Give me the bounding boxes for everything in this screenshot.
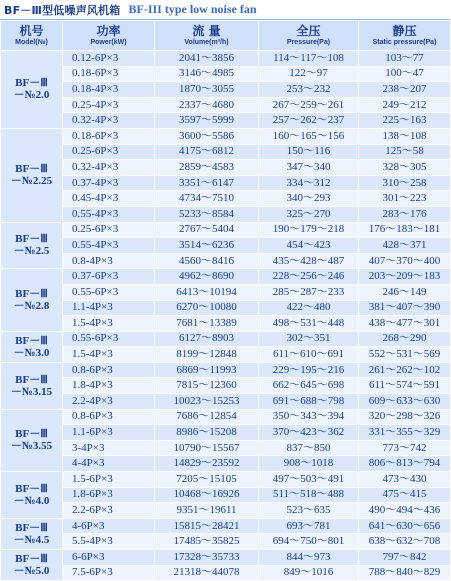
volume-cell: 17485～35825 xyxy=(155,534,259,550)
power-cell: 2.2-4P×3 xyxy=(63,394,155,410)
table-row xyxy=(1,222,451,238)
power-cell: 0.37-4P×3 xyxy=(63,175,155,191)
power-cell: 0.55-6P×3 xyxy=(63,331,155,347)
power-cell: 0.55-6P×3 xyxy=(63,284,155,300)
pressure-cell: 114～117～108 xyxy=(259,51,359,67)
static-pressure-cell: 552～531～569 xyxy=(359,347,451,363)
static-pressure-cell: 438～477～301 xyxy=(359,316,451,332)
model-cell xyxy=(1,472,63,519)
table-row xyxy=(1,300,451,316)
volume-cell: 7815～12360 xyxy=(155,378,259,394)
table-row xyxy=(1,253,451,269)
table-row xyxy=(1,175,451,191)
title-english: BF-III type low noise fan xyxy=(128,2,257,16)
pressure-cell: 498～531～448 xyxy=(259,316,359,332)
static-pressure-cell: 138～108 xyxy=(359,128,451,144)
static-pressure-cell: 225～163 xyxy=(359,113,451,129)
title-chinese: BF－Ⅲ型低噪声风机箱 xyxy=(4,3,121,17)
header-model-label: 机号 xyxy=(19,23,44,38)
pressure-cell: 662～645～698 xyxy=(259,378,359,394)
volume-cell: 17328～35733 xyxy=(155,550,259,566)
static-pressure-cell: 806～813～794 xyxy=(359,456,451,472)
volume-cell: 4734～7510 xyxy=(155,191,259,207)
static-pressure-cell: 283～176 xyxy=(359,206,451,222)
table-row xyxy=(1,144,451,160)
header-volume xyxy=(155,21,259,51)
volume-cell: 8199～12848 xyxy=(155,347,259,363)
model-cell xyxy=(1,269,63,331)
header-power-sub: Power(kW) xyxy=(90,38,127,46)
table-row xyxy=(1,550,451,566)
table-row xyxy=(1,206,451,222)
volume-cell: 2859～4583 xyxy=(155,160,259,176)
static-pressure-cell: 381～407～390 xyxy=(359,300,451,316)
table-row xyxy=(1,534,451,550)
table-row xyxy=(1,113,451,129)
static-pressure-cell: 797～842 xyxy=(359,550,451,566)
power-cell: 3-4P×3 xyxy=(63,440,155,456)
model-cell xyxy=(1,51,63,129)
volume-cell: 10023～15253 xyxy=(155,394,259,410)
model-cell xyxy=(1,409,63,471)
power-cell: 2.2-6P×3 xyxy=(63,503,155,519)
volume-cell: 5233～8584 xyxy=(155,206,259,222)
pressure-cell: 228～256～246 xyxy=(259,269,359,285)
model-series: BF－Ⅲ xyxy=(15,77,48,90)
volume-cell: 6127～8903 xyxy=(155,331,259,347)
power-cell: 0.32-4P×3 xyxy=(63,160,155,176)
power-cell: 0.25-6P×3 xyxy=(63,144,155,160)
power-cell: 1.8-6P×3 xyxy=(63,487,155,503)
table-row xyxy=(1,160,451,176)
power-cell: 0.12-6P×3 xyxy=(63,51,155,67)
table-row xyxy=(1,487,451,503)
header-power xyxy=(63,21,155,51)
volume-cell: 9351～19611 xyxy=(155,503,259,519)
power-cell: 1.8-4P×3 xyxy=(63,378,155,394)
table-header xyxy=(1,21,451,51)
static-pressure-cell: 320～298～326 xyxy=(359,409,451,425)
table-row xyxy=(1,97,451,113)
header-static-pressure xyxy=(359,21,451,51)
header-pressure-sub: Pressure(Pa) xyxy=(286,38,331,46)
power-cell: 0.55-4P×3 xyxy=(63,206,155,222)
model-number: －№3.15 xyxy=(10,385,53,398)
pressure-cell: 611～610～691 xyxy=(259,347,359,363)
pressure-cell: 253～232 xyxy=(259,82,359,98)
table-row xyxy=(1,518,451,534)
static-pressure-cell: 246～149 xyxy=(359,284,451,300)
table-row xyxy=(1,316,451,332)
pressure-cell: 511～518～488 xyxy=(259,487,359,503)
table-row xyxy=(1,347,451,363)
table-row xyxy=(1,191,451,207)
table-row xyxy=(1,378,451,394)
pressure-cell: 435～428～487 xyxy=(259,253,359,269)
header-static-pressure-label: 静压 xyxy=(392,23,417,38)
static-pressure-cell: 261～262～102 xyxy=(359,362,451,378)
static-pressure-cell: 788～840～829 xyxy=(359,565,451,581)
static-pressure-cell: 473～430 xyxy=(359,472,451,488)
model-cell xyxy=(1,550,63,581)
static-pressure-cell: 310～258 xyxy=(359,175,451,191)
table-row xyxy=(1,269,451,285)
pressure-cell: 334～312 xyxy=(259,175,359,191)
pressure-cell: 422～480 xyxy=(259,300,359,316)
pressure-cell: 122～97 xyxy=(259,66,359,82)
static-pressure-cell: 490～494～436 xyxy=(359,503,451,519)
volume-cell: 3600～5586 xyxy=(155,128,259,144)
volume-cell: 10790～15567 xyxy=(155,440,259,456)
power-cell: 4-4P×3 xyxy=(63,456,155,472)
model-series: BF－Ⅲ xyxy=(15,233,48,246)
pressure-cell: 694～750～801 xyxy=(259,534,359,550)
static-pressure-cell: 249～212 xyxy=(359,97,451,113)
model-cell xyxy=(1,331,63,362)
header-pressure xyxy=(259,21,359,51)
table-row xyxy=(1,331,451,347)
pressure-cell: 229～195～216 xyxy=(259,362,359,378)
model-number: －№3.55 xyxy=(10,440,53,453)
volume-cell: 10468～16926 xyxy=(155,487,259,503)
pressure-cell: 150～116 xyxy=(259,144,359,160)
volume-cell: 6270～10080 xyxy=(155,300,259,316)
pressure-cell: 523～635 xyxy=(259,503,359,519)
table-row xyxy=(1,503,451,519)
power-cell: 5.5-4P×3 xyxy=(63,534,155,550)
volume-cell: 14829～23592 xyxy=(155,456,259,472)
model-series: BF－Ⅲ xyxy=(15,288,48,300)
pressure-cell: 302～351 xyxy=(259,331,359,347)
static-pressure-cell: 428～371 xyxy=(359,238,451,254)
power-cell: 0.45-4P×3 xyxy=(63,191,155,207)
spec-table xyxy=(0,20,451,581)
table-row xyxy=(1,51,451,67)
table-row xyxy=(1,409,451,425)
pressure-cell: 849～1016 xyxy=(259,565,359,581)
power-cell: 0.8-4P×3 xyxy=(63,253,155,269)
table-row xyxy=(1,66,451,82)
power-cell: 1.1-6P×3 xyxy=(63,425,155,441)
header-volume-label: 流 量 xyxy=(192,23,221,38)
static-pressure-cell: 238～207 xyxy=(359,82,451,98)
title-bar xyxy=(0,0,450,20)
model-number: －№2.8 xyxy=(13,300,50,312)
model-series: BF－Ⅲ xyxy=(15,373,48,386)
model-series: BF－Ⅲ xyxy=(15,163,48,176)
power-cell: 0.18-6P×3 xyxy=(63,66,155,82)
power-cell: 1.1-4P×3 xyxy=(63,300,155,316)
table-row xyxy=(1,425,451,441)
model-number: －№3.0 xyxy=(13,346,50,359)
volume-cell: 15815～28421 xyxy=(155,518,259,534)
static-pressure-cell: 331～355～329 xyxy=(359,425,451,441)
model-number: －№4.5 xyxy=(13,533,50,546)
pressure-cell: 908～1018 xyxy=(259,456,359,472)
power-cell: 0.37-6P×3 xyxy=(63,269,155,285)
static-pressure-cell: 773～742 xyxy=(359,440,451,456)
pressure-cell: 257～262～237 xyxy=(259,113,359,129)
table-row xyxy=(1,440,451,456)
volume-cell: 3146～4985 xyxy=(155,66,259,82)
volume-cell: 6869～11993 xyxy=(155,362,259,378)
volume-cell: 4175～6812 xyxy=(155,144,259,160)
model-series: BF－Ⅲ xyxy=(15,428,48,441)
pressure-cell: 347～340 xyxy=(259,160,359,176)
table-row xyxy=(1,362,451,378)
power-cell: 0.18-6P×3 xyxy=(63,128,155,144)
header-pressure-label: 全压 xyxy=(296,23,321,38)
static-pressure-cell: 176～183～181 xyxy=(359,222,451,238)
pressure-cell: 350～343～394 xyxy=(259,409,359,425)
volume-cell: 3597～5999 xyxy=(155,113,259,129)
volume-cell: 7681～13389 xyxy=(155,316,259,332)
table-row xyxy=(1,565,451,581)
volume-cell: 4962～8690 xyxy=(155,269,259,285)
static-pressure-cell: 475～415 xyxy=(359,487,451,503)
table-row xyxy=(1,82,451,98)
pressure-cell: 370～423～362 xyxy=(259,425,359,441)
power-cell: 0.25-4P×3 xyxy=(63,97,155,113)
volume-cell: 7205～15105 xyxy=(155,472,259,488)
volume-cell: 21318～44078 xyxy=(155,565,259,581)
volume-cell: 6413～10194 xyxy=(155,284,259,300)
pressure-cell: 837～850 xyxy=(259,440,359,456)
model-series: BF－Ⅲ xyxy=(15,334,48,347)
model-series: BF－Ⅲ xyxy=(15,482,48,495)
volume-cell: 8986～15208 xyxy=(155,425,259,441)
power-cell: 0.8-6P×3 xyxy=(63,409,155,425)
static-pressure-cell: 638～632～708 xyxy=(359,534,451,550)
model-cell xyxy=(1,128,63,222)
model-number: －№4.0 xyxy=(13,494,50,507)
pressure-cell: 340～293 xyxy=(259,191,359,207)
power-cell: 0.25-6P×3 xyxy=(63,222,155,238)
pressure-cell: 190～179～218 xyxy=(259,222,359,238)
pressure-cell: 454～423 xyxy=(259,238,359,254)
power-cell: 4-6P×3 xyxy=(63,518,155,534)
power-cell: 1.5-4P×3 xyxy=(63,347,155,363)
static-pressure-cell: 407～370～400 xyxy=(359,253,451,269)
model-cell xyxy=(1,222,63,269)
static-pressure-cell: 268～290 xyxy=(359,331,451,347)
power-cell: 1.5-6P×3 xyxy=(63,472,155,488)
pressure-cell: 693～781 xyxy=(259,518,359,534)
model-number: －№2.0 xyxy=(13,89,50,102)
volume-cell: 7686～12854 xyxy=(155,409,259,425)
power-cell: 7.5-6P×3 xyxy=(63,565,155,581)
static-pressure-cell: 103～77 xyxy=(359,51,451,67)
power-cell: 1.5-4P×3 xyxy=(63,316,155,332)
volume-cell: 2767～5404 xyxy=(155,222,259,238)
power-cell: 0.32-4P×3 xyxy=(63,113,155,129)
power-cell: 6-6P×3 xyxy=(63,550,155,566)
table-row xyxy=(1,456,451,472)
table-row xyxy=(1,128,451,144)
volume-cell: 1870～3055 xyxy=(155,82,259,98)
header-static-pressure-sub: Static pressure(Pa) xyxy=(372,38,437,46)
volume-cell: 2041～3856 xyxy=(155,51,259,67)
volume-cell: 4560～8416 xyxy=(155,253,259,269)
pressure-cell: 267～259～261 xyxy=(259,97,359,113)
table-row xyxy=(1,238,451,254)
table-row xyxy=(1,394,451,410)
static-pressure-cell: 611～574～591 xyxy=(359,378,451,394)
volume-cell: 3351～6147 xyxy=(155,175,259,191)
model-series: BF－Ⅲ xyxy=(15,521,48,534)
model-number: －№2.5 xyxy=(13,245,50,258)
model-number: －№2.25 xyxy=(10,175,53,188)
volume-cell: 2337～4680 xyxy=(155,97,259,113)
pressure-cell: 497～503～491 xyxy=(259,472,359,488)
static-pressure-cell: 301～223 xyxy=(359,191,451,207)
power-cell: 0.18-4P×3 xyxy=(63,82,155,98)
table-row xyxy=(1,284,451,300)
power-cell: 0.8-6P×3 xyxy=(63,362,155,378)
table-row xyxy=(1,472,451,488)
static-pressure-cell: 609～633～630 xyxy=(359,394,451,410)
volume-cell: 3514～6236 xyxy=(155,238,259,254)
static-pressure-cell: 100～47 xyxy=(359,66,451,82)
header-volume-sub: Volume(m³/h) xyxy=(184,38,229,46)
pressure-cell: 285～287～233 xyxy=(259,284,359,300)
pressure-cell: 691～688～798 xyxy=(259,394,359,410)
static-pressure-cell: 641～630～656 xyxy=(359,518,451,534)
static-pressure-cell: 203～209～183 xyxy=(359,269,451,285)
static-pressure-cell: 125～58 xyxy=(359,144,451,160)
model-cell xyxy=(1,518,63,549)
static-pressure-cell: 328～305 xyxy=(359,160,451,176)
table-body xyxy=(1,51,451,581)
power-cell: 0.55-4P×3 xyxy=(63,238,155,254)
header-model-sub: Model(№) xyxy=(15,38,48,46)
header-power-label: 功率 xyxy=(96,23,121,38)
model-series: BF－Ⅲ xyxy=(15,553,48,566)
pressure-cell: 844～973 xyxy=(259,550,359,566)
header-model xyxy=(1,21,63,51)
pressure-cell: 325～270 xyxy=(259,206,359,222)
model-cell xyxy=(1,362,63,409)
model-number: －№5.0 xyxy=(13,565,50,578)
pressure-cell: 160～165～156 xyxy=(259,128,359,144)
